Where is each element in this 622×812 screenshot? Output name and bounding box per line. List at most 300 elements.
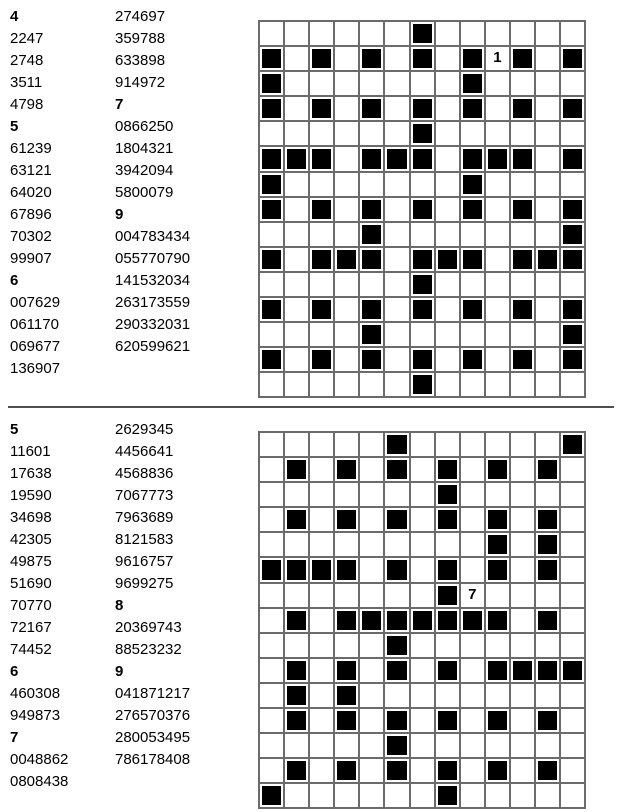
grid-cell[interactable] [510,633,535,658]
grid-cell[interactable] [560,708,585,733]
grid-cell[interactable] [284,372,309,397]
grid-cell[interactable] [535,96,560,121]
grid-cell[interactable] [284,733,309,758]
grid-cell[interactable] [560,457,585,482]
grid-cell[interactable] [435,21,460,46]
grid-cell[interactable] [410,457,435,482]
grid-cell[interactable] [259,758,284,783]
grid-cell[interactable] [435,222,460,247]
grid-cell[interactable] [560,71,585,96]
grid-cell[interactable] [259,608,284,633]
grid-cell[interactable] [410,482,435,507]
grid-cell[interactable] [485,783,510,808]
black-square [463,149,482,168]
grid-cell[interactable] [460,482,485,507]
grid-cell-black [510,347,535,372]
grid-cell[interactable] [510,708,535,733]
black-square [438,711,457,730]
grid-cell[interactable] [309,708,334,733]
black-square [387,149,406,168]
grid-cell[interactable] [284,322,309,347]
grid-cell[interactable] [384,121,409,146]
grid-cell[interactable] [384,222,409,247]
grid-cell[interactable] [535,583,560,608]
grid-cell[interactable] [510,733,535,758]
grid-cell-black [535,608,560,633]
grid-cell[interactable] [334,46,359,71]
grid-cell[interactable] [460,507,485,532]
grid-cell[interactable] [410,633,435,658]
grid-cell[interactable] [359,708,384,733]
grid-cell[interactable] [460,783,485,808]
grid-cell[interactable] [535,46,560,71]
grid-cell[interactable] [384,46,409,71]
grid-cell[interactable] [485,21,510,46]
grid-cell[interactable] [560,507,585,532]
grid-cell[interactable] [359,683,384,708]
grid-cell[interactable] [334,197,359,222]
grid-cell[interactable] [435,71,460,96]
grid-cell[interactable] [334,733,359,758]
grid-cell[interactable] [460,683,485,708]
grid-cell[interactable] [535,197,560,222]
grid-cell[interactable] [435,121,460,146]
grid-cell[interactable] [259,733,284,758]
grid-cell[interactable] [535,146,560,171]
grid-cell[interactable] [284,197,309,222]
grid-cell[interactable] [309,608,334,633]
grid-cell[interactable] [535,121,560,146]
grid-cell[interactable] [510,457,535,482]
grid-cell[interactable] [510,532,535,557]
grid-cell[interactable] [510,71,535,96]
grid-cell[interactable] [460,633,485,658]
grid-cell[interactable] [359,658,384,683]
grid-cell[interactable] [259,21,284,46]
grid-cell[interactable] [309,783,334,808]
grid-cell[interactable] [384,683,409,708]
grid-cell[interactable] [309,683,334,708]
grid-cell[interactable] [485,247,510,272]
grid-cell[interactable] [284,46,309,71]
grid-cell[interactable] [359,21,384,46]
grid-cell[interactable] [334,71,359,96]
grid-cell[interactable] [334,322,359,347]
grid-cell[interactable] [510,322,535,347]
grid-cell[interactable] [410,71,435,96]
grid-cell[interactable] [309,758,334,783]
grid-cell[interactable] [510,507,535,532]
grid-cell[interactable] [359,482,384,507]
grid-cell[interactable] [410,658,435,683]
grid-cell[interactable] [535,482,560,507]
grid-cell[interactable] [485,583,510,608]
grid-cell[interactable] [259,372,284,397]
grid-cell[interactable] [410,783,435,808]
grid-cell[interactable] [284,272,309,297]
grid-cell[interactable] [284,71,309,96]
grid-cell[interactable] [510,783,535,808]
number-entry: 72167 [10,619,52,636]
grid-cell[interactable] [435,297,460,322]
length-header: 4 [10,8,19,25]
black-square [362,149,381,168]
grid-cell[interactable] [485,482,510,507]
grid-cell[interactable] [435,372,460,397]
grid-cell[interactable] [309,733,334,758]
grid-cell[interactable] [485,633,510,658]
grid-cell[interactable] [560,683,585,708]
grid-cell[interactable] [510,222,535,247]
grid-cell[interactable] [535,432,560,457]
grid-cell[interactable] [510,432,535,457]
grid-cell[interactable] [359,71,384,96]
grid-cell[interactable] [334,347,359,372]
grid-cell-black [384,733,409,758]
grid-cell[interactable] [334,783,359,808]
grid-cell[interactable] [485,222,510,247]
grid-cell[interactable] [485,372,510,397]
grid-cell[interactable] [485,197,510,222]
grid-cell[interactable] [259,683,284,708]
grid-cell[interactable] [334,272,359,297]
grid-cell[interactable] [284,633,309,658]
grid-cell[interactable] [284,482,309,507]
grid-cell[interactable] [510,272,535,297]
grid-cell[interactable] [510,557,535,582]
grid-cell-black [460,608,485,633]
black-square [563,200,582,219]
grid-cell[interactable] [460,583,485,608]
grid-cell[interactable] [560,608,585,633]
grid-cell[interactable] [334,222,359,247]
grid-cell[interactable] [259,658,284,683]
black-square [463,611,482,630]
grid-cell[interactable] [560,733,585,758]
black-square [312,250,331,269]
grid-cell[interactable] [435,197,460,222]
black-square [337,460,356,479]
grid-cell[interactable] [485,71,510,96]
grid-cell[interactable] [510,121,535,146]
grid-cell[interactable] [334,583,359,608]
grid-cell[interactable] [334,372,359,397]
grid-cell[interactable] [485,297,510,322]
grid-cell[interactable] [560,583,585,608]
grid-cell[interactable] [359,372,384,397]
grid-cell[interactable] [510,482,535,507]
grid-cell[interactable] [259,432,284,457]
grid-cell[interactable] [485,347,510,372]
black-square [387,761,406,780]
grid-cell[interactable] [259,482,284,507]
grid-cell[interactable] [284,21,309,46]
grid-cell[interactable] [384,347,409,372]
grid-cell[interactable] [284,583,309,608]
grid-cell[interactable] [410,172,435,197]
grid-cell[interactable] [284,247,309,272]
grid-cell[interactable] [384,21,409,46]
grid-cell[interactable] [460,532,485,557]
grid-cell[interactable] [334,172,359,197]
number-entry: 1804321 [115,140,174,157]
grid-cell[interactable] [309,272,334,297]
grid-cell[interactable] [460,658,485,683]
grid-cell[interactable] [560,532,585,557]
grid-cell[interactable] [309,21,334,46]
grid-cell[interactable] [560,272,585,297]
grid-cell[interactable] [510,683,535,708]
black-square [438,510,457,529]
grid-cell[interactable] [560,121,585,146]
grid-cell[interactable] [384,372,409,397]
grid-cell[interactable] [410,708,435,733]
grid-cell[interactable] [560,172,585,197]
grid-cell[interactable] [435,96,460,121]
grid-cell[interactable] [334,146,359,171]
grid-cell[interactable] [309,658,334,683]
grid-cell[interactable] [560,758,585,783]
grid-cell[interactable] [259,322,284,347]
black-square [563,149,582,168]
grid-cell[interactable] [309,121,334,146]
grid-cell[interactable] [435,146,460,171]
grid-cell[interactable] [384,197,409,222]
grid-cell[interactable] [435,532,460,557]
grid-cell[interactable] [460,432,485,457]
grid-cell-black [259,71,284,96]
black-square [563,325,582,344]
grid-cell[interactable] [259,222,284,247]
grid-cell[interactable] [435,683,460,708]
black-square [387,736,406,755]
grid-cell[interactable] [535,21,560,46]
black-square [438,485,457,504]
grid-cell[interactable] [384,96,409,121]
grid-cell[interactable] [334,121,359,146]
grid-cell[interactable] [560,372,585,397]
grid-cell[interactable] [485,683,510,708]
grid-cell[interactable] [284,96,309,121]
grid-cell[interactable] [359,758,384,783]
grid-cell[interactable] [359,532,384,557]
grid-cell[interactable] [485,322,510,347]
grid-cell[interactable] [435,46,460,71]
grid-cell[interactable] [435,633,460,658]
grid-cell[interactable] [284,532,309,557]
grid-cell[interactable] [309,322,334,347]
grid-cell[interactable] [359,507,384,532]
grid-cell[interactable] [460,557,485,582]
grid-cell[interactable] [284,297,309,322]
grid-cell[interactable] [460,272,485,297]
black-square [563,225,582,244]
grid-cell[interactable] [384,482,409,507]
grid-cell[interactable] [410,733,435,758]
grid-cell[interactable] [309,71,334,96]
grid-cell-black [384,633,409,658]
grid-cell[interactable] [435,322,460,347]
black-square [413,200,432,219]
grid-cell[interactable] [485,172,510,197]
grid-cell[interactable] [309,633,334,658]
grid-cell[interactable] [535,172,560,197]
grid-cell-black [309,46,334,71]
grid-cell[interactable] [259,583,284,608]
grid-cell[interactable] [309,222,334,247]
grid-cell[interactable] [560,557,585,582]
grid-cell[interactable] [535,322,560,347]
grid-cell[interactable] [384,322,409,347]
grid-cell[interactable] [384,583,409,608]
grid-cell[interactable] [334,482,359,507]
length-header: 8 [115,597,124,614]
grid-cell[interactable] [384,247,409,272]
grid-cell[interactable] [359,272,384,297]
black-square [538,250,557,269]
grid-cell[interactable] [309,532,334,557]
grid-cell[interactable] [410,557,435,582]
grid-cell[interactable] [535,297,560,322]
grid-cell[interactable] [485,46,510,71]
grid-cell-black [410,272,435,297]
grid-cell[interactable] [309,457,334,482]
grid-cell[interactable] [435,272,460,297]
grid-cell[interactable] [309,507,334,532]
grid-cell[interactable] [485,96,510,121]
grid-cell[interactable] [460,222,485,247]
grid-cell[interactable] [535,733,560,758]
grid-cell[interactable] [284,432,309,457]
grid-cell[interactable] [535,372,560,397]
grid-cell[interactable] [384,272,409,297]
grid-cell[interactable] [359,783,384,808]
black-square [262,350,281,369]
grid-cell[interactable] [535,222,560,247]
grid-cell[interactable] [460,372,485,397]
grid-cell[interactable] [410,683,435,708]
grid-cell[interactable] [359,733,384,758]
grid-cell[interactable] [535,272,560,297]
grid-cell[interactable] [359,121,384,146]
grid-cell[interactable] [410,222,435,247]
grid-cell[interactable] [359,583,384,608]
grid-cell[interactable] [334,21,359,46]
black-square [287,149,306,168]
grid-cell[interactable] [560,482,585,507]
grid-cell[interactable] [309,432,334,457]
grid-cell[interactable] [435,172,460,197]
grid-cell[interactable] [535,71,560,96]
grid-cell[interactable] [460,322,485,347]
grid-cell[interactable] [284,347,309,372]
black-square [563,435,582,454]
grid-cell[interactable] [284,222,309,247]
grid-cell[interactable] [410,432,435,457]
grid-cell-black [259,46,284,71]
grid-cell[interactable] [460,733,485,758]
black-square [563,300,582,319]
grid-cell[interactable] [359,557,384,582]
grid-cell[interactable] [259,507,284,532]
grid-cell[interactable] [535,683,560,708]
grid-cell[interactable] [510,608,535,633]
grid-cell[interactable] [359,633,384,658]
grid-cell[interactable] [259,457,284,482]
grid-cell[interactable] [485,733,510,758]
grid-cell[interactable] [410,758,435,783]
grid-cell[interactable] [359,457,384,482]
grid-cell[interactable] [485,432,510,457]
grid-cell[interactable] [259,633,284,658]
grid-cell[interactable] [410,507,435,532]
grid-cell[interactable] [334,633,359,658]
grid-cell[interactable] [510,172,535,197]
grid-cell[interactable] [384,297,409,322]
grid-cell-black [309,347,334,372]
grid-cell[interactable] [485,121,510,146]
grid-cell-black [334,557,359,582]
grid-cell[interactable] [560,633,585,658]
grid-cell[interactable] [410,322,435,347]
grid-cell[interactable] [460,21,485,46]
grid-cell[interactable] [284,172,309,197]
grid-cell[interactable] [510,21,535,46]
grid-cell[interactable] [334,297,359,322]
grid-cell[interactable] [359,172,384,197]
grid-cell[interactable] [259,708,284,733]
grid-cell[interactable] [510,758,535,783]
grid-cell[interactable] [259,272,284,297]
grid-cell[interactable] [460,457,485,482]
grid-cell[interactable] [309,172,334,197]
grid-cell[interactable] [259,532,284,557]
grid-cell[interactable] [410,532,435,557]
grid-cell[interactable] [460,121,485,146]
grid-cell[interactable] [334,96,359,121]
grid-cell[interactable] [384,783,409,808]
grid-cell[interactable] [560,21,585,46]
grid-cell[interactable] [510,583,535,608]
grid-cell[interactable] [435,432,460,457]
grid-cell[interactable] [309,583,334,608]
length-header: 7 [115,96,124,113]
grid-cell[interactable] [435,733,460,758]
grid-cell[interactable] [510,372,535,397]
grid-cell[interactable] [535,347,560,372]
grid-cell[interactable] [359,432,384,457]
grid-cell[interactable] [284,121,309,146]
grid-cell[interactable] [259,121,284,146]
grid-cell[interactable] [309,482,334,507]
grid-cell[interactable] [284,783,309,808]
grid-cell[interactable] [460,758,485,783]
grid-cell[interactable] [384,71,409,96]
grid-cell-black [334,708,359,733]
grid-cell[interactable] [384,532,409,557]
grid-cell[interactable] [535,633,560,658]
grid-cell[interactable] [410,583,435,608]
grid-cell[interactable] [560,783,585,808]
grid-cell[interactable] [309,372,334,397]
grid-cell[interactable] [535,783,560,808]
grid-cell[interactable] [384,172,409,197]
grid-cell[interactable] [334,532,359,557]
grid-cell[interactable] [460,708,485,733]
grid-cell[interactable] [334,432,359,457]
grid-cell[interactable] [485,272,510,297]
grid-cell[interactable] [435,347,460,372]
